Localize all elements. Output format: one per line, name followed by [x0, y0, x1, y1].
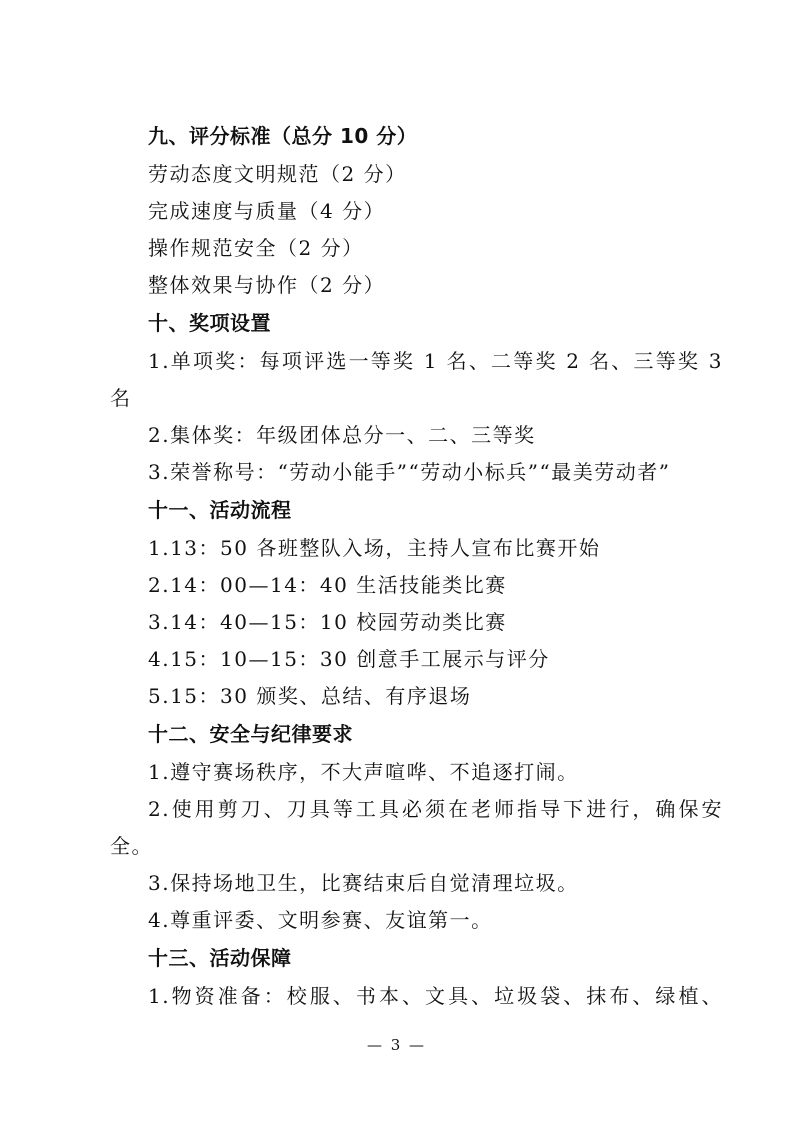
paragraph-line: 4.15：10—15：30 创意手工展示与评分 [148, 647, 550, 671]
paragraph-line: 2.14：00—14：40 生活技能类比赛 [148, 573, 507, 597]
paragraph-line: 整体效果与协作（2 分） [148, 273, 386, 297]
page-number: — 3 — [366, 1036, 427, 1054]
paragraph-line: 名 [110, 386, 132, 410]
paragraph-line: 3.荣誉称号：“劳动小能手”“劳动小标兵”“最美劳动者” [148, 460, 671, 484]
paragraph-line: 完成速度与质量（4 分） [148, 199, 386, 223]
paragraph-line: 1.单项奖：每项评选一等奖 1 名、二等奖 2 名、三等奖 3 [148, 349, 723, 373]
paragraph-line: 3.保持场地卫生，比赛结束后自觉清理垃圾。 [148, 871, 579, 895]
paragraph-line: 操作规范安全（2 分） [148, 236, 364, 260]
section-heading-9: 九、评分标准（总分 10 分） [148, 124, 418, 148]
paragraph-line: 全。 [110, 834, 153, 858]
paragraph-line: 1.物资准备：校服、书本、文具、垃圾袋、抹布、绿植、 [148, 984, 723, 1008]
paragraph-line: 2.使用剪刀、刀具等工具必须在老师指导下进行，确保安 [148, 797, 723, 821]
paragraph-line: 1.遵守赛场秩序，不大声喧哗、不追逐打闹。 [148, 760, 579, 784]
paragraph-line: 3.14：40—15：10 校园劳动类比赛 [148, 610, 507, 634]
paragraph-line: 1.13：50 各班整队入场，主持人宣布比赛开始 [148, 536, 601, 560]
section-heading-13: 十三、活动保障 [148, 946, 292, 970]
paragraph-line: 5.15：30 颁奖、总结、有序退场 [148, 684, 472, 708]
section-heading-11: 十一、活动流程 [148, 498, 292, 522]
section-heading-10: 十、奖项设置 [148, 311, 271, 335]
section-heading-12: 十二、安全与纪律要求 [148, 722, 353, 746]
paragraph-line: 劳动态度文明规范（2 分） [148, 162, 407, 186]
paragraph-line: 2.集体奖：年级团体总分一、二、三等奖 [148, 423, 536, 447]
paragraph-line: 4.尊重评委、文明参赛、友谊第一。 [148, 908, 493, 932]
